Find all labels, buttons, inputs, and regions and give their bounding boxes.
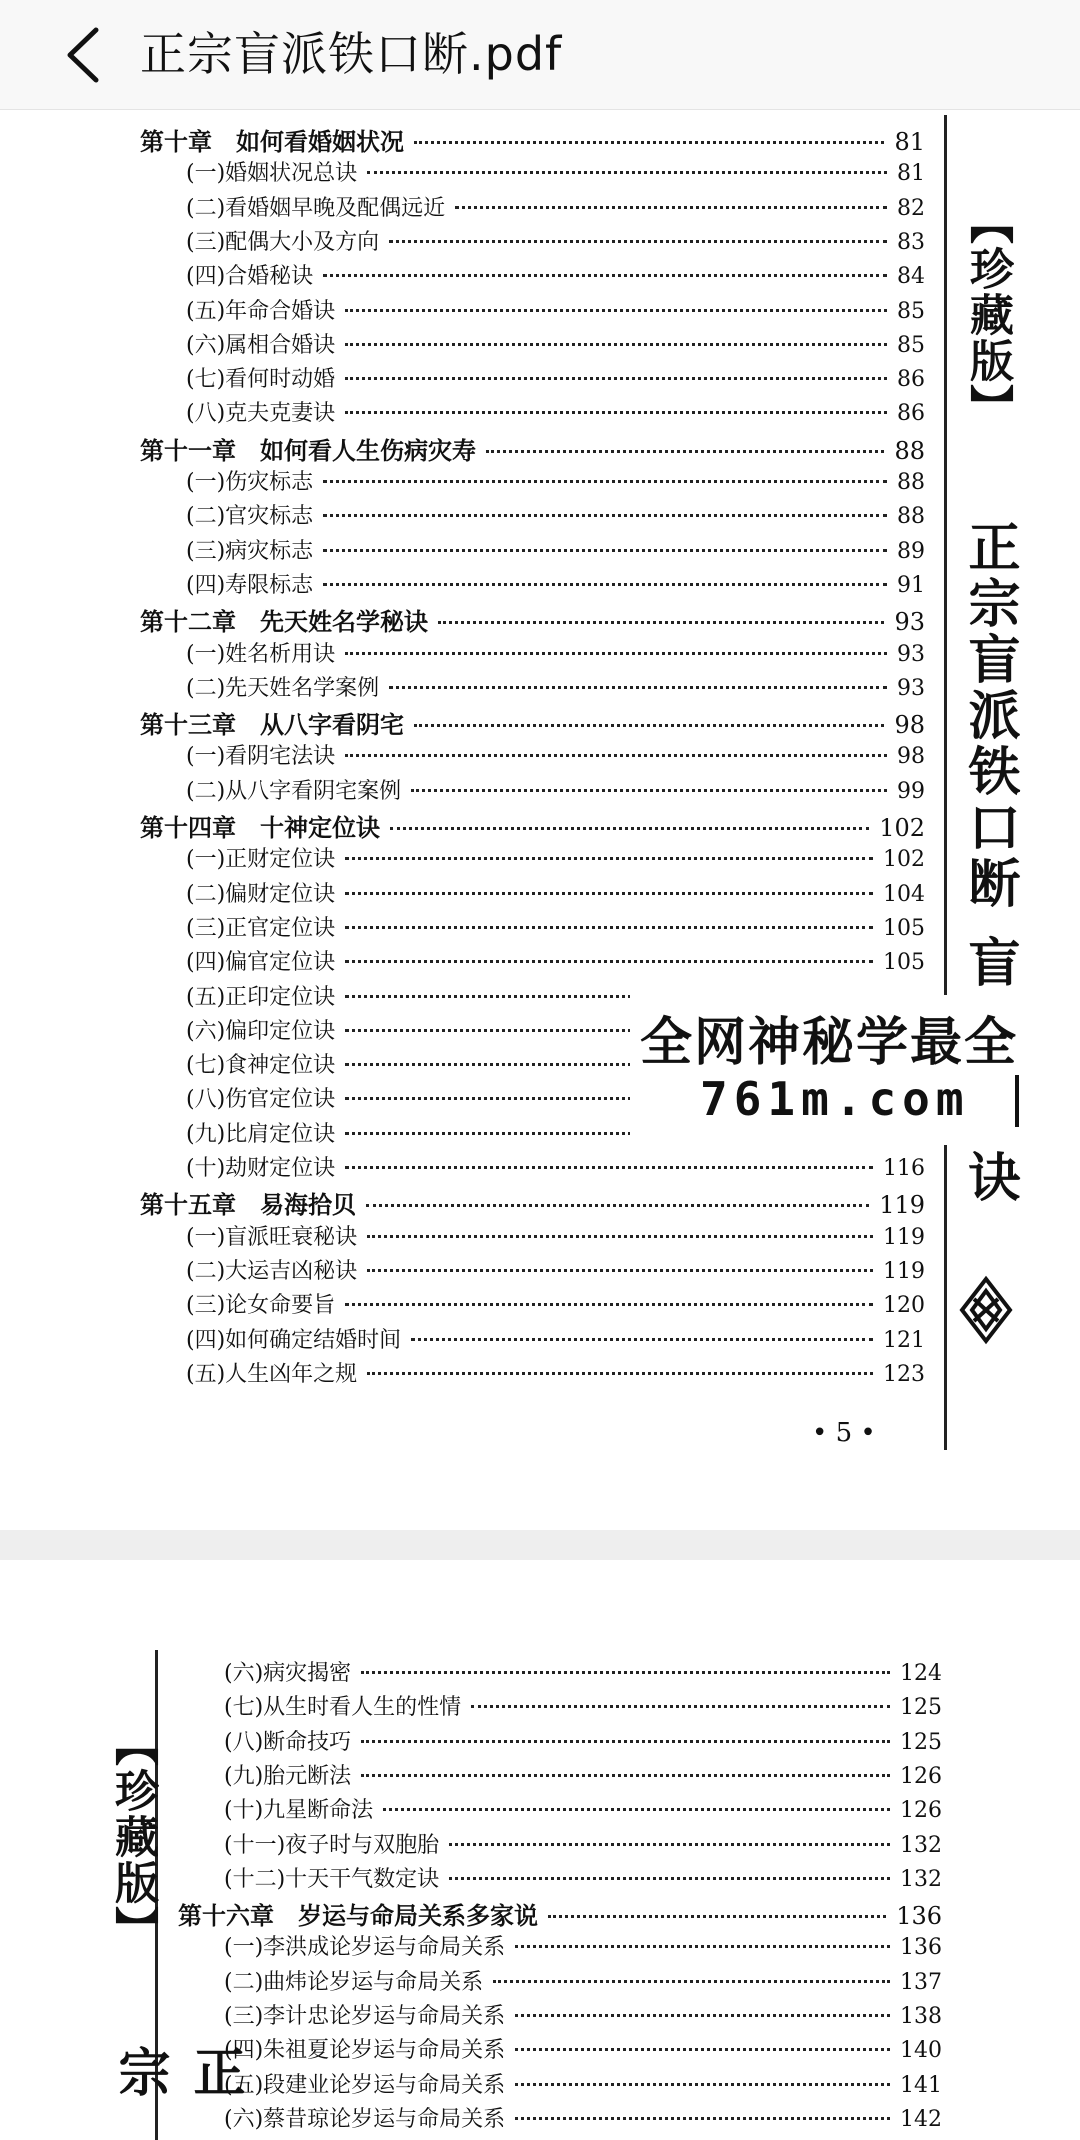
toc-leader-dots bbox=[361, 1740, 890, 1743]
back-button[interactable] bbox=[56, 20, 116, 90]
toc-leader-dots bbox=[390, 827, 869, 830]
toc-leader-dots bbox=[515, 2083, 890, 2086]
toc-entry-title: (六)偏印定位诀 bbox=[186, 1018, 336, 1044]
toc-leader-dots bbox=[345, 1303, 873, 1306]
toc-entry-title: (一)伤灾标志 bbox=[186, 470, 314, 495]
toc-section-row bbox=[186, 637, 925, 671]
toc-entry-title: (五)正印定位诀 bbox=[186, 984, 336, 1010]
toc-entry-page: 98 bbox=[897, 744, 925, 770]
toc-leader-dots bbox=[345, 926, 873, 929]
toc-entry-page: 140 bbox=[900, 2038, 942, 2064]
toc-entry-title: (十)九星断命法 bbox=[224, 1798, 374, 1824]
toc-section-row bbox=[224, 1930, 942, 1964]
toc-entry-page: 88 bbox=[894, 436, 925, 465]
toc-section-row bbox=[186, 362, 925, 396]
toc-leader-dots bbox=[323, 549, 887, 552]
toc-section-row bbox=[186, 568, 925, 602]
toc-section-row bbox=[186, 1288, 925, 1322]
spine-partial-text: 盲 bbox=[959, 935, 1019, 991]
toc-section-row bbox=[186, 877, 925, 911]
toc-entry-title: (六)蔡昔琼论岁运与命局关系 bbox=[224, 2106, 506, 2132]
toc-entry-title: (九)胎元断法 bbox=[224, 1763, 352, 1789]
toc-entry-page: 93 bbox=[897, 675, 925, 701]
toc-entry-title: (十一)夜子时与双胞胎 bbox=[224, 1832, 440, 1858]
toc-section-row bbox=[186, 294, 925, 328]
toc-leader-dots bbox=[486, 450, 884, 453]
toc-section-row bbox=[224, 2033, 942, 2067]
spine-edition-label-2: 【珍藏版】 bbox=[107, 1722, 158, 1952]
toc-chapter-row bbox=[140, 1185, 925, 1219]
toc-entry-page: 137 bbox=[900, 1969, 942, 1995]
toc-entry-title: (二)看婚姻早晚及配偶远近 bbox=[186, 195, 446, 221]
toc-entry-title: (九)比肩定位诀 bbox=[186, 1121, 336, 1147]
document-title: 正宗盲派铁口断.pdf bbox=[140, 27, 563, 81]
toc-entry-title: (三)病灾标志 bbox=[186, 538, 314, 564]
toc-leader-dots bbox=[323, 583, 887, 586]
toc-chapter-row bbox=[140, 705, 925, 739]
toc-entry-page: 99 bbox=[897, 778, 925, 804]
toc-entry-page: 142 bbox=[900, 2106, 942, 2132]
knot-ornament-icon bbox=[958, 1275, 1014, 1345]
toc-entry-page: 91 bbox=[897, 572, 925, 598]
toc-section-row bbox=[224, 1656, 942, 1690]
toc-entry-title: (八)克夫克妻诀 bbox=[186, 401, 336, 427]
toc-entry-title: 第十章 如何看婚姻状况 bbox=[140, 127, 404, 156]
toc-entry-page: 124 bbox=[900, 1661, 942, 1686]
toc-entry-page: 83 bbox=[897, 229, 925, 255]
toc-chapter-row bbox=[178, 1896, 942, 1930]
toc-section-row bbox=[186, 534, 925, 568]
toc-leader-dots bbox=[493, 1980, 890, 1983]
toc-entry-page: 89 bbox=[897, 538, 925, 564]
toc-entry-page: 136 bbox=[900, 1935, 942, 1961]
toc-section-row bbox=[186, 1323, 925, 1357]
toc-entry-title: (二)从八字看阴宅案例 bbox=[186, 778, 402, 804]
toc-entry-title: (四)偏官定位诀 bbox=[186, 950, 336, 976]
toc-entry-title: (七)食神定位诀 bbox=[186, 1053, 336, 1079]
toc-leader-dots bbox=[389, 686, 887, 689]
toc-leader-dots bbox=[345, 377, 887, 380]
toc-leader-dots bbox=[515, 2048, 890, 2051]
toc-entry-page: 98 bbox=[894, 711, 925, 740]
toc-entry-title: (八)伤官定位诀 bbox=[186, 1087, 336, 1113]
watermark-divider bbox=[1015, 1075, 1019, 1127]
toc-section-row bbox=[186, 328, 925, 362]
toc-entry-title: (二)先天姓名学案例 bbox=[186, 675, 380, 701]
toc-entry-page: 105 bbox=[883, 915, 925, 941]
toc-entry-page: 86 bbox=[897, 401, 925, 427]
toc-chapter-row bbox=[140, 431, 925, 465]
toc-chapter-row bbox=[140, 602, 925, 636]
toc-entry-title: (一)李洪成论岁运与命局关系 bbox=[224, 1935, 506, 1961]
toc-entry-page: 116 bbox=[883, 1156, 925, 1181]
toc-section-row bbox=[224, 1999, 942, 2033]
toc-entry-page: 125 bbox=[900, 1729, 942, 1755]
toc-section-row bbox=[186, 1151, 925, 1185]
toc-section-row bbox=[224, 2068, 942, 2102]
toc-leader-dots bbox=[345, 309, 887, 312]
toc-section-row bbox=[224, 2102, 942, 2136]
watermark-text: 全网神秘学最全 bbox=[640, 1013, 1019, 1073]
toc-entry-title: (五)段建业论岁运与命局关系 bbox=[224, 2072, 506, 2098]
toc-entry-page: 86 bbox=[897, 367, 925, 393]
toc-entry-page: 141 bbox=[900, 2072, 942, 2098]
toc-entry-title: (二)大运吉凶秘诀 bbox=[186, 1258, 358, 1284]
toc-leader-dots bbox=[345, 857, 873, 860]
spine-edition-label: 【珍藏版】 bbox=[962, 200, 1013, 430]
toc-section-row bbox=[186, 911, 925, 945]
toc-section-row bbox=[186, 191, 925, 225]
toc-entry-title: (八)断命技巧 bbox=[224, 1729, 352, 1755]
toc-entry-title: (三)论女命要旨 bbox=[186, 1293, 336, 1319]
toc-entry-title: (二)偏财定位诀 bbox=[186, 881, 336, 907]
toc-leader-dots bbox=[515, 1945, 890, 1948]
toc-leader-dots bbox=[367, 1269, 873, 1272]
toc-leader-dots bbox=[367, 171, 887, 174]
toc-entry-page: 132 bbox=[900, 1866, 942, 1892]
toc-entry-title: (一)姓名析用诀 bbox=[186, 641, 336, 667]
toc-entry-page: 93 bbox=[894, 608, 925, 637]
toc-entry-page: 102 bbox=[883, 847, 925, 873]
toc-entry-title: 第十二章 先天姓名学秘诀 bbox=[140, 607, 428, 637]
toc-entry-title: 第十五章 易海拾贝 bbox=[140, 1190, 356, 1220]
toc-entry-page: 105 bbox=[883, 950, 925, 976]
page-number: • 5 • bbox=[812, 1418, 876, 1448]
toc-section-row bbox=[186, 156, 925, 190]
toc-entry-title: (四)朱祖夏论岁运与命局关系 bbox=[224, 2038, 506, 2064]
toc-leader-dots bbox=[323, 274, 887, 277]
spine-book-title: 正宗盲派铁口断 bbox=[959, 520, 1019, 912]
toc-leader-dots bbox=[345, 343, 887, 346]
toc-leader-dots bbox=[361, 1671, 890, 1674]
toc-section-row bbox=[186, 225, 925, 259]
toc-leader-dots bbox=[367, 1372, 873, 1375]
toc-entry-title: 第十六章 岁运与命局关系多家说 bbox=[178, 1901, 538, 1931]
toc-leader-dots bbox=[414, 141, 884, 144]
toc-section-row bbox=[186, 739, 925, 773]
toc-leader-dots bbox=[323, 480, 887, 483]
toc-entry-page: 119 bbox=[879, 1191, 925, 1220]
toc-entry-title: (四)合婚秘诀 bbox=[186, 264, 314, 290]
toc-entry-title: (七)从生时看人生的性情 bbox=[224, 1695, 462, 1721]
toc-leader-dots bbox=[414, 724, 884, 727]
toc-chapter-row bbox=[140, 808, 925, 842]
chevron-left-icon bbox=[56, 20, 116, 90]
toc-entry-page: 125 bbox=[900, 1695, 942, 1721]
toc-entry-title: (一)婚姻状况总诀 bbox=[186, 161, 358, 187]
toc-entry-title: (三)正官定位诀 bbox=[186, 915, 336, 941]
toc-entry-page: 88 bbox=[897, 470, 925, 495]
toc-leader-dots bbox=[411, 789, 887, 792]
toc-leader-dots bbox=[345, 652, 887, 655]
toc-entry-title: 第十三章 从八字看阴宅 bbox=[140, 710, 404, 740]
toc-entry-title: (四)寿限标志 bbox=[186, 572, 314, 598]
toc-entry-page: 119 bbox=[883, 1224, 925, 1250]
toc-entry-page: 88 bbox=[897, 504, 925, 530]
toc-entry-title: (五)年命合婚诀 bbox=[186, 298, 336, 324]
toc-entry-page: 136 bbox=[896, 1902, 942, 1931]
watermark-url: 761m.com bbox=[700, 1072, 970, 1126]
toc-section-row bbox=[224, 1725, 942, 1759]
toc-section-row bbox=[186, 1220, 925, 1254]
toc-section-row bbox=[224, 1965, 942, 1999]
toc-section-row bbox=[186, 259, 925, 293]
toc-entry-page: 85 bbox=[897, 332, 925, 358]
toc-leader-dots bbox=[515, 2117, 890, 2120]
toc-entry-title: (四)如何确定结婚时间 bbox=[186, 1327, 402, 1353]
toc-entry-page: 85 bbox=[897, 298, 925, 324]
toc-entry-page: 82 bbox=[897, 195, 925, 221]
toc-leader-dots bbox=[548, 1915, 886, 1918]
toc-leader-dots bbox=[471, 1705, 890, 1708]
page-margin-rule bbox=[944, 115, 947, 1450]
toc-leader-dots bbox=[383, 1808, 890, 1811]
toc-entry-page: 93 bbox=[897, 641, 925, 667]
toc-entry-page: 123 bbox=[883, 1361, 925, 1387]
toc-entry-page: 81 bbox=[897, 161, 925, 187]
toc-leader-dots bbox=[438, 621, 884, 624]
toc-section-row bbox=[186, 945, 925, 979]
toc-entry-page: 126 bbox=[900, 1763, 942, 1789]
toc-section-row bbox=[186, 1357, 925, 1391]
toc-leader-dots bbox=[389, 240, 887, 243]
toc-section-row bbox=[186, 774, 925, 808]
toc-entry-title: 第十四章 十神定位诀 bbox=[140, 813, 380, 842]
toc-section-row bbox=[224, 1828, 942, 1862]
toc-leader-dots bbox=[366, 1204, 869, 1207]
toc-section-row bbox=[186, 499, 925, 533]
spine-partial-text-2: 诀 bbox=[959, 1150, 1019, 1206]
toc-leader-dots bbox=[367, 1235, 873, 1238]
toc-entry-page: 121 bbox=[883, 1327, 925, 1353]
toc-leader-dots bbox=[345, 754, 887, 757]
toc-entry-title: (七)看何时动婚 bbox=[186, 367, 336, 393]
toc-entry-page: 84 bbox=[897, 264, 925, 290]
toc-leader-dots bbox=[455, 206, 887, 209]
toc-entry-title: (六)属相合婚诀 bbox=[186, 332, 336, 358]
app-bar bbox=[0, 0, 1080, 110]
toc-section-row bbox=[224, 1690, 942, 1724]
toc-section-row bbox=[224, 1862, 942, 1896]
toc-leader-dots bbox=[449, 1843, 890, 1846]
toc-entry-page: 102 bbox=[879, 814, 925, 842]
toc-section-row bbox=[186, 671, 925, 705]
toc-entry-title: (三)李计忠论岁运与命局关系 bbox=[224, 2004, 506, 2029]
toc-entry-page: 138 bbox=[900, 2004, 942, 2029]
toc-leader-dots bbox=[345, 411, 887, 414]
page-separator bbox=[0, 1530, 1080, 1560]
toc-section-row bbox=[186, 842, 925, 876]
toc-leader-dots bbox=[411, 1338, 873, 1341]
toc-leader-dots bbox=[323, 514, 887, 517]
toc-leader-dots bbox=[361, 1774, 890, 1777]
toc-entry-page: 126 bbox=[900, 1798, 942, 1824]
toc-entry-title: (三)配偶大小及方向 bbox=[186, 229, 380, 255]
toc-entry-title: (一)盲派旺衰秘诀 bbox=[186, 1224, 358, 1250]
toc-leader-dots bbox=[515, 2014, 890, 2017]
toc-entry-title: (一)正财定位诀 bbox=[186, 847, 336, 873]
toc-leader-dots bbox=[345, 1166, 873, 1169]
toc-entry-title: (二)曲炜论岁运与命局关系 bbox=[224, 1969, 484, 1995]
toc-section-row bbox=[186, 1254, 925, 1288]
toc-leader-dots bbox=[345, 892, 873, 895]
toc-section-row bbox=[186, 396, 925, 430]
toc-section-row bbox=[186, 465, 925, 499]
toc-entry-title: (十二)十天干气数定诀 bbox=[224, 1866, 440, 1892]
toc-entry-page: 119 bbox=[883, 1258, 925, 1284]
toc-entry-title: (一)看阴宅法诀 bbox=[186, 744, 336, 770]
toc-section-row bbox=[224, 1793, 942, 1827]
toc-chapter-row bbox=[140, 122, 925, 156]
spine-edition-text-2: 珍藏版 bbox=[107, 1768, 158, 1906]
toc-entry-title: (六)病灾揭密 bbox=[224, 1661, 352, 1686]
toc-entry-title: (十)劫财定位诀 bbox=[186, 1156, 336, 1181]
toc-entry-page: 132 bbox=[900, 1832, 942, 1858]
toc-entry-page: 104 bbox=[883, 881, 925, 907]
toc-leader-dots bbox=[449, 1877, 890, 1880]
toc-entry-title: (五)人生凶年之规 bbox=[186, 1361, 358, 1387]
toc-section-row bbox=[224, 1759, 942, 1793]
toc-entry-page: 81 bbox=[894, 128, 925, 156]
spine-edition-text: 珍藏版 bbox=[962, 246, 1013, 384]
spine-partial-title-2: 正宗 bbox=[109, 2045, 244, 2101]
toc-entry-page: 120 bbox=[883, 1293, 925, 1319]
toc-entry-title: 第十一章 如何看人生伤病灾寿 bbox=[140, 435, 476, 465]
toc-entry-title: (二)官灾标志 bbox=[186, 504, 314, 530]
toc-leader-dots bbox=[345, 960, 873, 963]
